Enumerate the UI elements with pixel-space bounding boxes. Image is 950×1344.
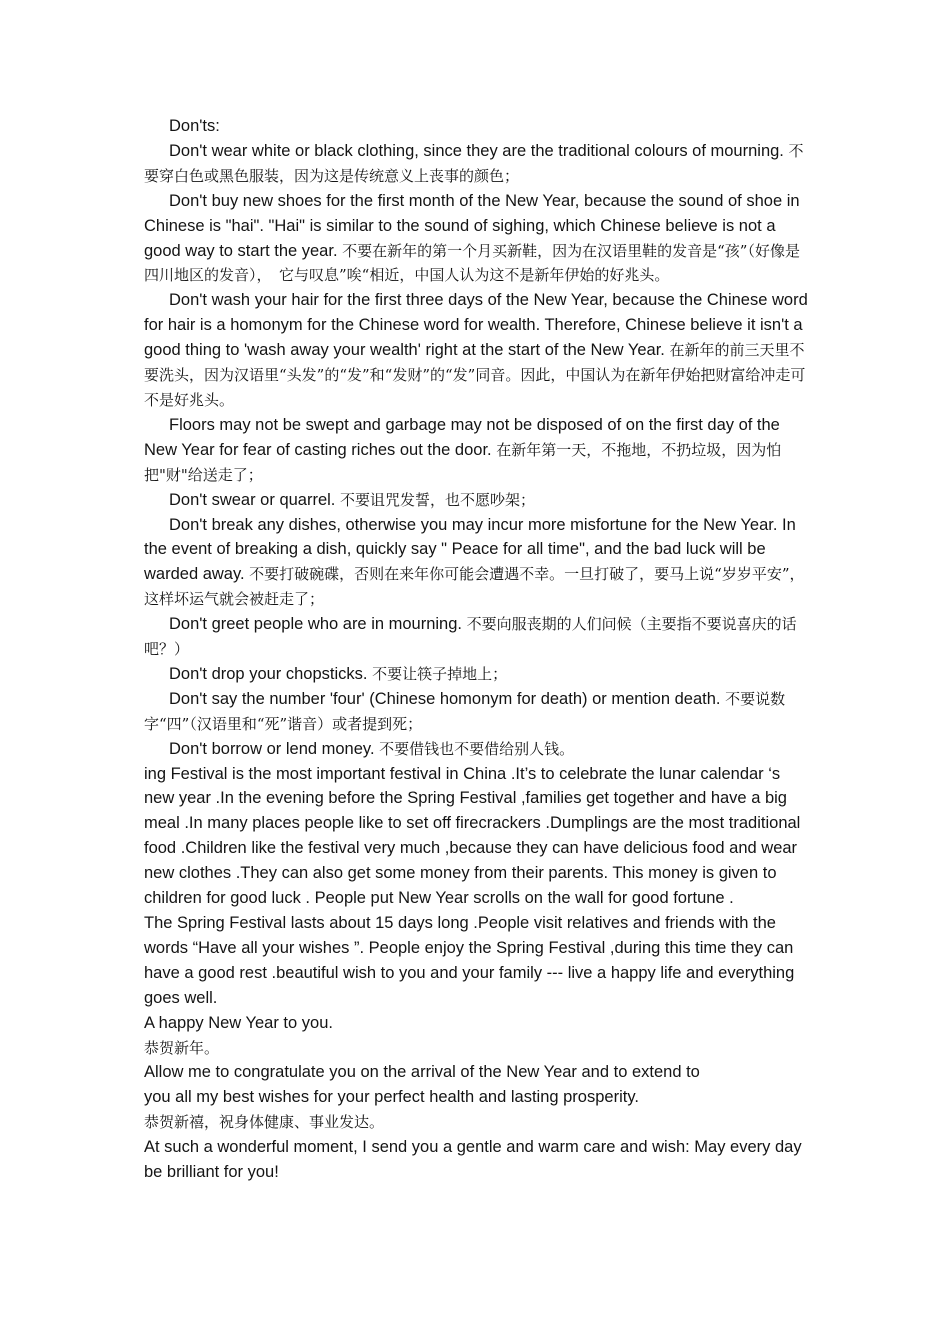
paragraph [144,513,809,613]
english-text: Allow me to congratulate you on the arrival of the New Year and to extend to [144,1063,700,1082]
paragraph [144,612,809,662]
paragraph [144,1135,809,1185]
paragraph [144,1011,809,1036]
paragraph [144,1036,809,1061]
english-text: Don't buy new shoes for the first month of the New Year, because the sound of shoe in Chinese is "hai". "Hai" is similar to the sound of sighing, which Chinese believe is not a good way to start the year. [144,191,800,260]
english-text: Don't wear white or black clothing, since they are the traditional colours of mourning. [169,141,789,160]
english-text: At such a wonderful moment, I send you a gentle and warm care and wish: May every day be brilliant for you! [144,1138,802,1182]
chinese-text: 不要让筷子掉地上； [372,664,508,683]
chinese-text: 在新年第一天，不拖地，不扔垃圾，因为怕把"财"给送走了； [144,440,782,484]
english-text: Don't swear or quarrel. [169,490,340,509]
paragraph [144,189,809,289]
paragraph [144,762,809,911]
chinese-text: 不要穿白色或黑色服装，因为这是传统意义上丧事的颜色； [144,141,804,185]
english-text: Don't say the number 'four' (Chinese homonym for death) or mention death. [169,689,726,708]
english-text: Floors may not be swept and garbage may not be disposed of on the first day of the New Year for fear of casting riches out the door. [144,415,780,459]
english-text: you all my best wishes for your perfect health and lasting prosperity. [144,1088,639,1107]
paragraph [144,687,809,737]
english-text: Don't drop your chopsticks. [169,664,373,683]
paragraph [144,413,809,488]
chinese-text: 不要说数字“四”（汉语里和“死”谐音）或者提到死； [144,689,786,733]
english-text: Don't greet people who are in mourning. [169,615,467,634]
paragraph [144,488,809,513]
paragraph [144,114,809,139]
paragraph [144,737,809,762]
paragraph [144,1110,809,1135]
chinese-text: 不要在新年的第一个月买新鞋，因为在汉语里鞋的发音是“孩”（好像是四川地区的发音）， 它与叹息”唉“相近，中国人认为这不是新年伊始的好兆头。 [144,241,800,285]
paragraph [144,139,809,189]
english-text: Don't break any dishes, otherwise you may incur more misfortune for the New Year. In the event of breaking a dish, quickly say " Peace for all time", and the bad luck will be warded away. [144,515,796,584]
chinese-text: 不要诅咒发誓，也不愿吵架； [339,490,535,509]
chinese-text: 在新年的前三天里不要洗头，因为汉语里“头发”的“发”和“发财”的“发”同音。因此，中国认为在新年伊始把财富给冲走可不是好兆头。 [144,341,806,409]
paragraph [144,288,809,413]
paragraph [144,1060,809,1085]
chinese-text: 恭贺新年。 [144,1038,220,1057]
english-text: Don'ts: [169,117,220,135]
english-text: ing Festival is the most important festival in China .It’s to celebrate the lunar calendar ‘s new year .In the evening before the Spring Festival ,families get together and have a big meal .In many places people like to set off firecrackers .Dumplings are the most traditional food .Children like the festival very much ,because they can have delicious food and wear new clothes .They can also get some money from their parents. This money is given to children for good luck . People put New Year scrolls on the wall for good fortune . [144,764,801,908]
english-text: The Spring Festival lasts about 15 days long .People visit relatives and friends with the words “Have all your wishes ”. People enjoy the Spring Festival ,during this time they can have a good rest .beautiful wish to you and your family --- live a happy life and everything goes well. [144,914,795,1007]
english-text: Don't wash your hair for the first three days of the New Year, because the Chinese word for hair is a homonym for the Chinese word for wealth. Therefore, Chinese believe it isn't a good thing to 'wash away your wealth' right at the start of the New Year. [144,291,808,360]
chinese-text: 恭贺新禧，祝身体健康、事业发达。 [144,1113,385,1132]
document-page [144,114,809,1185]
english-text: Don't borrow or lend money. [169,739,380,758]
chinese-text: 不要打破碗碟，否则在来年你可能会遭遇不幸。一旦打破了，要马上说“岁岁平安”，这样坏运气就会被赶走了； [144,565,805,609]
chinese-text: 不要借钱也不要借给别人钱。 [379,739,575,758]
paragraph [144,911,809,1011]
chinese-text: 不要向服丧期的人们问候（主要指不要说喜庆的话吧？） [144,615,797,659]
paragraph [144,1085,809,1110]
english-text: A happy New Year to you. [144,1013,333,1032]
paragraph [144,662,809,687]
